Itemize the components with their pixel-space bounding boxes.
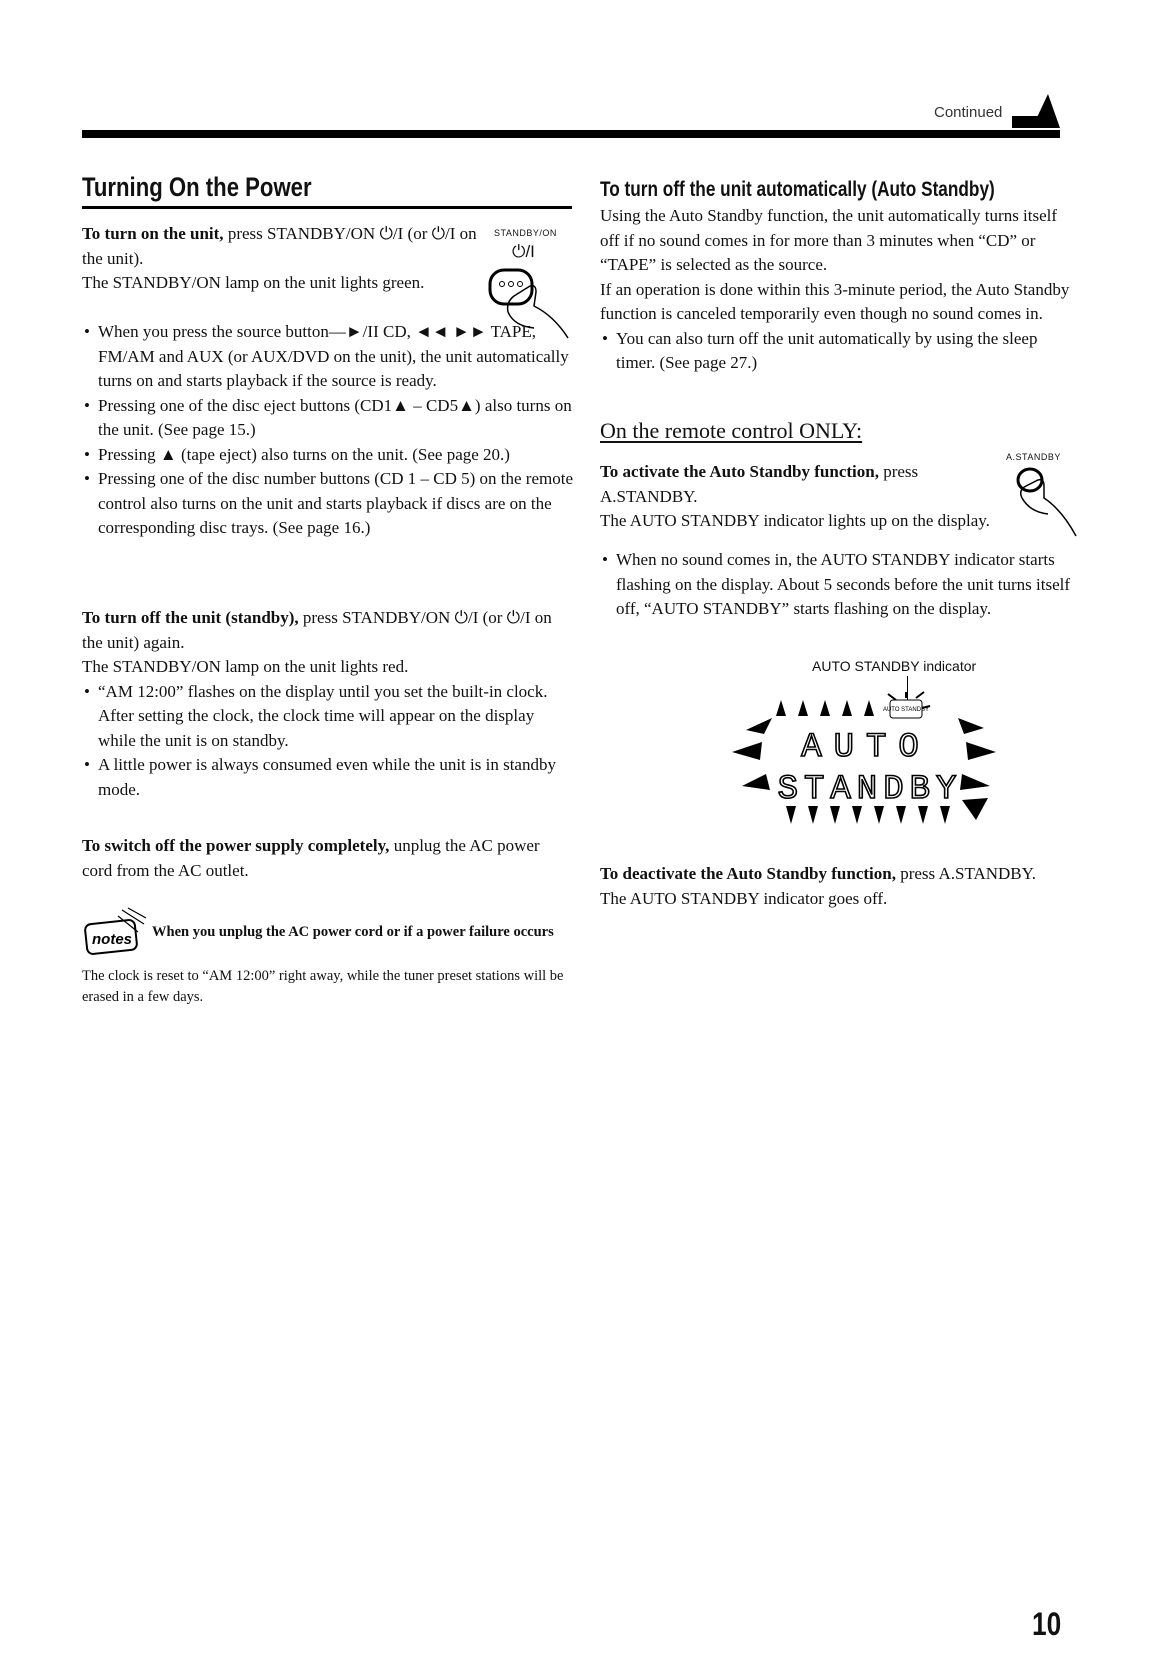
notes-icon — [82, 906, 148, 965]
deactivate-block — [600, 862, 1084, 911]
activate-block — [600, 460, 1000, 534]
list-item: • When you press the source button—►/II CD, ◄◄ ►► TAPE, FM/AM and AUX (or AUX/DVD on the unit), the unit automatically turns on and starts playback if the source is ready. — [82, 320, 574, 394]
switch-off-lead: To switch off the power supply completely, — [82, 836, 390, 855]
auto-standby-p2: If an operation is done within this 3-minute period, the Auto Standby function is canceled temporarily even though no sound comes in. — [600, 279, 1070, 323]
turn-on-text: press STANDBY/ON ⏻/I (or ⏻/I on the unit). — [82, 224, 477, 268]
turn-on-bullets — [82, 320, 574, 541]
list-item: • Pressing ▲ (tape eject) also turns on the unit. (See page 20.) — [82, 443, 574, 468]
auto-standby-block — [600, 204, 1080, 376]
list-item: • “AM 12:00” flashes on the display until you set the built-in clock. After setting the clock, the clock time will appear on the display while the unit is on standby. — [82, 680, 574, 754]
standby-button-label: STANDBY/ON — [494, 228, 557, 238]
deactivate-indicator: The AUTO STANDBY indicator goes off. — [600, 888, 888, 908]
standby-button-symbol: ⏻/I — [512, 242, 535, 261]
activate-indicator: The AUTO STANDBY indicator lights up on the display. — [600, 511, 990, 530]
turn-off-lamp: The STANDBY/ON lamp on the unit lights red. — [82, 657, 409, 676]
section-title: Turning On the Power — [82, 172, 312, 202]
deactivate-lead: To deactivate the Auto Standby function, — [600, 864, 896, 883]
notes-heading: When you unplug the AC power cord or if a power failure occurs — [152, 924, 554, 940]
switch-off-text: unplug the AC power cord from the AC outlet. — [82, 836, 540, 880]
continued-label: Continued — [934, 104, 1003, 121]
turn-on-lead: To turn on the unit, — [82, 224, 224, 243]
turn-on-lamp: The STANDBY/ON lamp on the unit lights green. — [82, 273, 425, 292]
deactivate-text: press A.STANDBY. — [895, 864, 1036, 883]
display-badge: AUTO STANDBY — [882, 707, 930, 713]
display-line-standby: STANDBY — [777, 771, 963, 809]
activate-bullets — [600, 548, 1084, 622]
auto-standby-title: To turn off the unit automatically (Auto Standby) — [600, 178, 995, 201]
section-title-rule — [82, 206, 572, 209]
notes-body: The clock is reset to “AM 12:00” right away, while the tuner preset stations will be erased in a few days. — [82, 968, 564, 1005]
remote-only-heading: On the remote control ONLY: — [600, 418, 863, 443]
list-item: • When no sound comes in, the AUTO STANDBY indicator starts flashing on the display. About 5 seconds before the unit turns itself off, “AUTO STANDBY” starts flashing on the display. — [600, 548, 1084, 622]
turn-off-bullets — [82, 680, 574, 803]
display-line-auto: AUTO — [801, 729, 931, 767]
activate-lead: To activate the Auto Standby function, — [600, 462, 879, 481]
turn-off-block — [82, 606, 574, 802]
auto-standby-display — [726, 690, 1006, 855]
header-rule — [82, 130, 1060, 138]
switch-off-block — [82, 834, 562, 883]
auto-standby-bullets — [600, 327, 1080, 376]
notes-badge: notes — [92, 931, 133, 948]
list-item: • A little power is always consumed even while the unit is in standby mode. — [82, 753, 574, 802]
list-item: • Pressing one of the disc number buttons (CD 1 – CD 5) on the remote control also turns on the unit and starts playback if discs are on the corresponding disc trays. (See page 16.) — [82, 467, 574, 541]
auto-standby-indicator-label: AUTO STANDBY indicator — [812, 658, 977, 674]
astandby-button-label: A.STANDBY — [1006, 452, 1061, 462]
astandby-button-icon — [1010, 466, 1082, 547]
page-number: 10 — [1032, 1606, 1062, 1642]
turn-off-lead: To turn off the unit (standby), — [82, 608, 299, 627]
auto-standby-p1: Using the Auto Standby function, the unit automatically turns itself off if no sound comes in for more than 3 minutes when “CD” or “TAPE” is selected as the source. — [600, 206, 1058, 274]
list-item: • You can also turn off the unit automatically by using the sleep timer. (See page 27.) — [600, 327, 1080, 376]
turn-on-block — [82, 222, 482, 296]
activate-text: press A.STANDBY. — [600, 462, 919, 506]
list-item: • Pressing one of the disc eject buttons (CD1▲ – CD5▲) also turns on the unit. (See page 15.) — [82, 394, 574, 443]
turn-off-text: press STANDBY/ON ⏻/I (or ⏻/I on the unit) again. — [82, 608, 552, 652]
